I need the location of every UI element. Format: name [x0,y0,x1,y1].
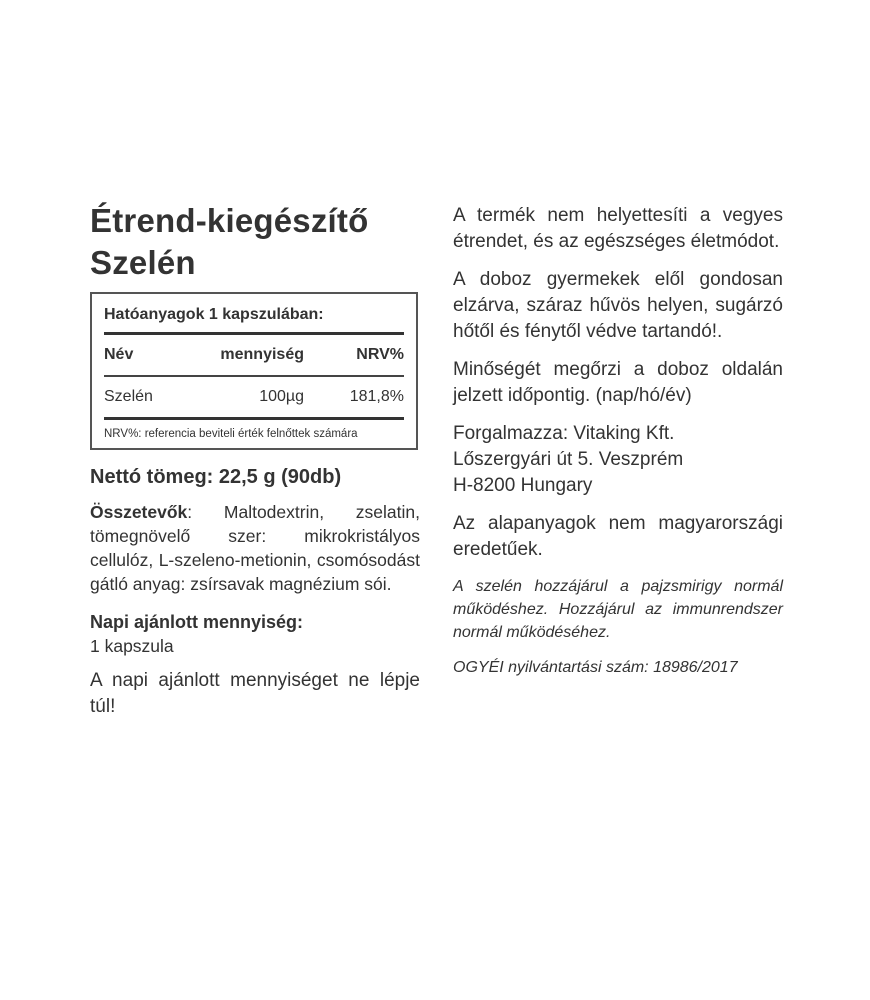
storage-notice: A doboz gyermekek elől gondosan elzárva, száraz hűvös helyen, sugárzó hőtől és fénytől védve tartandó!. [453,269,783,342]
left-column [90,200,420,720]
origin-notice: Az alapanyagok nem magyarországi eredetűek. [453,513,783,560]
active-ingredients-box [90,292,418,450]
registration-number: OGYÉI nyilvántartási szám: 18986/2017 [453,659,738,676]
daily-dose-label: Napi ajánlott mennyiség: [90,612,304,632]
dose-warning: A napi ajánlott mennyiséget ne lépje túl! [90,670,420,717]
health-claim: A szelén hozzájárul a pajzsmirigy normál működéshez. Hozzájárul az immunrendszer normál működéséhez. [453,578,783,641]
table-row [104,377,404,417]
title-line-2: Szelén [90,244,196,281]
ingredient-name: Szelén [104,388,153,405]
composition-text: : Maltodextrin, zselatin, tömegnövelő szer: mikrokristályos cellulóz, L-szeleno-metionin, csomósodást gátló anyag: zsírsavak magnézium sói. [90,502,420,594]
product-title [90,200,420,284]
daily-dose-value: 1 kapszula [90,636,174,656]
distributor-line-3: H-8200 Hungary [453,475,593,496]
nrv-footnote: NRV%: referencia beviteli érték felnőttek számára [104,428,358,440]
title-line-1: Étrend-kiegészítő [90,202,369,239]
distributor-info [453,421,783,499]
composition-label: Összetevők [90,502,188,522]
column-header-amount: mennyiség [220,346,304,363]
ingredient-nrv: 181,8% [349,388,404,405]
best-before-notice: Minőségét megőrzi a doboz oldalán jelzett időpontig. (nap/hó/év) [453,359,783,406]
active-ingredients-heading: Hatóanyagok 1 kapszulában: [104,306,324,323]
column-header-name: Név [104,346,134,363]
composition [90,500,420,596]
ingredient-amount: 100µg [259,388,304,405]
table-header-row [104,335,404,375]
diet-notice: A termék nem helyettesíti a vegyes étrendet, és az egészséges életmódot. [453,205,783,252]
net-weight: Nettó tömeg: 22,5 g (90db) [90,466,342,488]
column-header-nrv: NRV% [356,346,404,363]
right-column [453,203,783,691]
distributor-line-2: Lőszergyári út 5. Veszprém [453,449,684,470]
distributor-line-1: Forgalmazza: Vitaking Kft. [453,423,675,444]
